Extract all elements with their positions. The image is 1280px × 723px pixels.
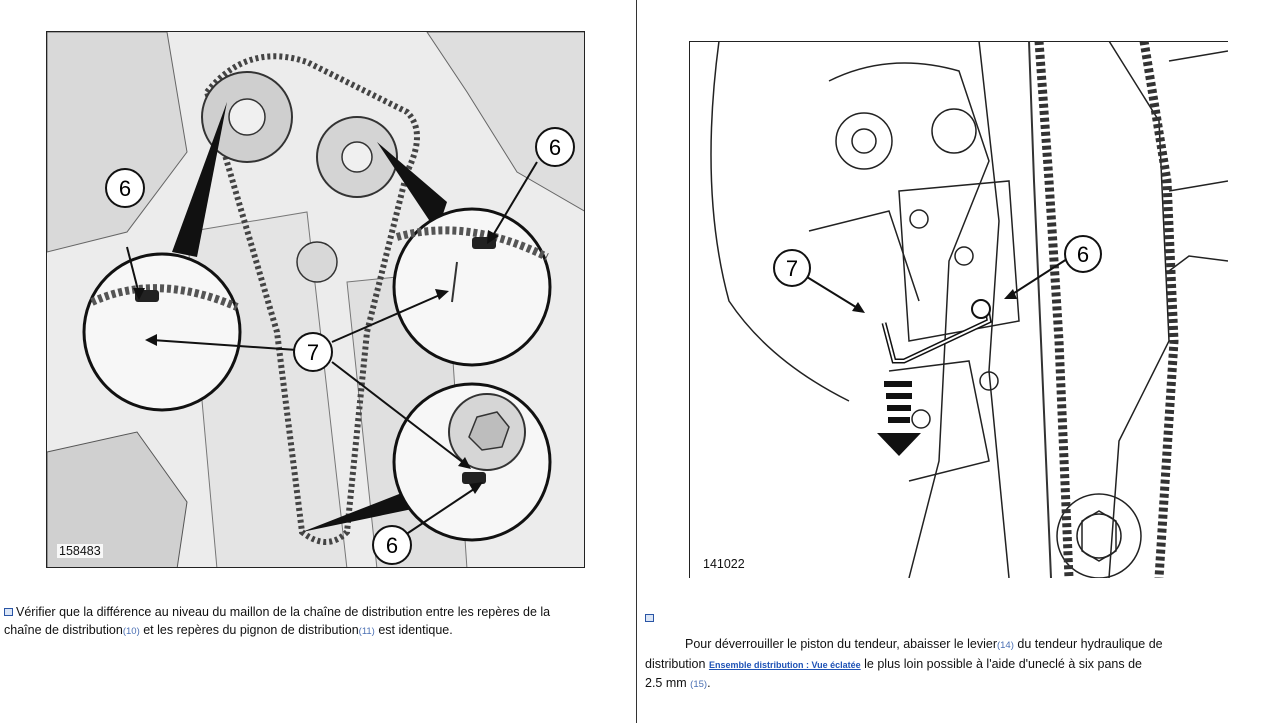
reference-15: (15) bbox=[690, 679, 708, 690]
instruction-text: et les repères du pignon de distribution bbox=[143, 623, 359, 637]
tensioner-figure bbox=[689, 41, 1228, 578]
column-divider bbox=[636, 0, 637, 723]
instruction-text: distribution bbox=[645, 657, 706, 671]
engine-timing-illustration bbox=[47, 32, 585, 568]
callout-6-top-right: 6 bbox=[548, 135, 562, 160]
instruction-text: 2.5 mm bbox=[645, 676, 687, 690]
instruction-text: du tendeur hydraulique de bbox=[1017, 637, 1163, 651]
instruction-text: Pour déverrouiller le piston du tendeur, abaisser le levier bbox=[685, 637, 997, 651]
reference-11: (11) bbox=[358, 626, 375, 637]
engine-timing-figure bbox=[46, 31, 585, 568]
tensioner-illustration bbox=[689, 41, 1228, 578]
left-instruction bbox=[4, 603, 632, 641]
reference-14: (14) bbox=[996, 640, 1014, 651]
callout-6-top-left: 6 bbox=[118, 176, 132, 201]
figure-number: 141022 bbox=[703, 557, 745, 571]
callout-6: 6 bbox=[1076, 242, 1090, 267]
bullet-icon bbox=[645, 614, 654, 622]
callout-7: 7 bbox=[306, 340, 320, 365]
figure-number: 158483 bbox=[59, 544, 101, 558]
instruction-text: chaîne de distribution bbox=[4, 623, 123, 637]
instruction-text: le plus loin possible à l'aide d'uneclé à six pans de bbox=[864, 657, 1143, 671]
reference-10: (10) bbox=[122, 626, 140, 637]
right-instruction bbox=[645, 609, 1275, 694]
exploded-view-link[interactable]: Ensemble distribution : Vue éclatée bbox=[708, 660, 861, 670]
bullet-icon bbox=[4, 608, 13, 616]
callout-7: 7 bbox=[785, 256, 799, 281]
callout-6-bottom: 6 bbox=[385, 533, 399, 558]
instruction-line-1: Vérifier que la différence au niveau du maillon de la chaîne de distribution entre les repères de la bbox=[16, 605, 551, 619]
instruction-text: . bbox=[707, 676, 711, 690]
instruction-text: est identique. bbox=[378, 623, 453, 637]
